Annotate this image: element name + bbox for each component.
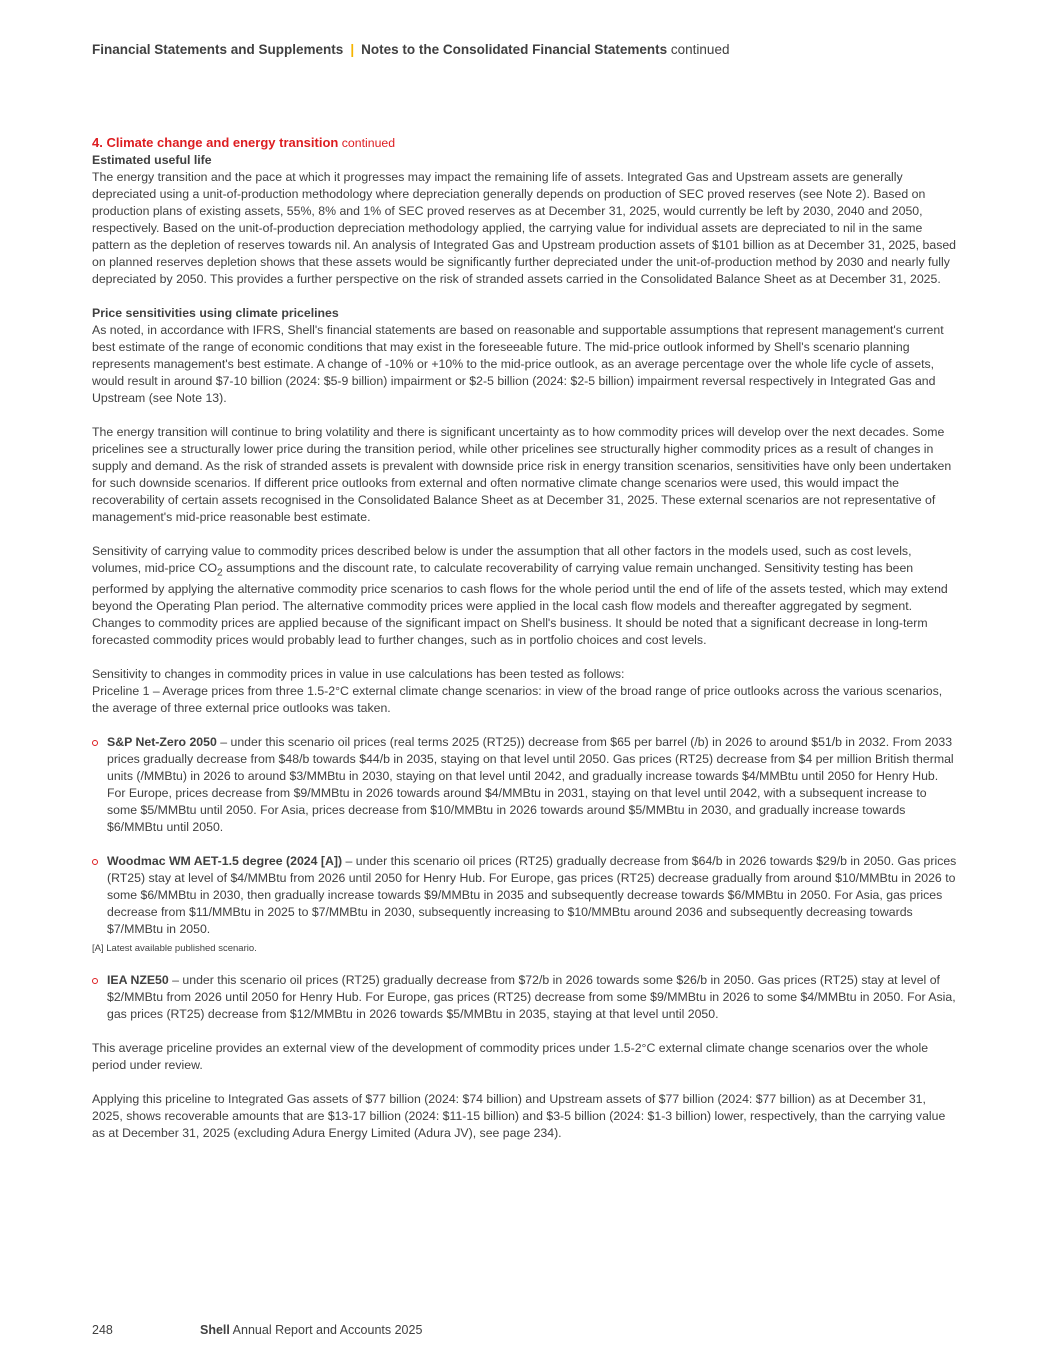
price-sensitivities-paragraph-3 bbox=[92, 543, 958, 649]
price-sensitivities-heading: Price sensitivities using climate pricelines bbox=[92, 306, 339, 320]
paragraph-3-part-b: assumptions and the discount rate, to calculate recoverability of carrying value remain unchanged. Sensitivity testing has been performed by applying the alternative commodity price scenarios to cash flows for the whole period until the end of life of the assets tested, which may extend beyond the Operating Plan period. The alternative commodity prices were applied in the local cash flow models and thereafter aggregated by segment. Changes to commodity prices are applied because of the significant impact on Shell's business. It should be noted that a significant decrease in long-term forecasted commodity prices would probably lead to further changes, such as in portfolio choices and cost levels. bbox=[92, 561, 948, 648]
bullet-icon bbox=[92, 859, 98, 865]
header-subsection: Notes to the Consolidated Financial Statements bbox=[361, 42, 668, 57]
header-continued: continued bbox=[670, 42, 730, 57]
footnote: [A] Latest available published scenario. bbox=[92, 943, 257, 955]
useful-life-heading: Estimated useful life bbox=[92, 153, 212, 167]
price-sensitivities-paragraph-1: As noted, in accordance with IFRS, Shell's financial statements are based on reasonable and supportable assumptions that represent management's current best estimate of the range of economic conditions that may exist in the foreseeable future. The mid-price outlook informed by Shell's scenario planning represents management's best estimate. A change of -10% or +10% to the mid-price outlook, as an average percentage over the whole life cycle of assets, would result in around $7-10 billion (2024: $5-9 billion) impairment or $2-5 billion (2024: $2-5 billion) impairment reversal respectively in Integrated Gas and Upstream (see Note 13). bbox=[92, 323, 944, 405]
paragraph-3-part-a: Sensitivity of carrying value to commodity prices described below is under the assumption that all other factors in the models used, such as cost levels, volumes, mid-price CO bbox=[92, 544, 912, 575]
page-footer bbox=[92, 1323, 422, 1337]
page-number: 248 bbox=[92, 1323, 113, 1337]
section-title: 4. Climate change and energy transition bbox=[92, 135, 339, 150]
scenario-name: IEA NZE50 bbox=[107, 973, 169, 988]
page-header bbox=[92, 42, 729, 57]
price-sensitivities-paragraph-2: The energy transition will continue to bring volatility and there is significant uncertainty as to how commodity prices will develop over the next decades. Some pricelines see a structurally lower price during the transition period, while other pricelines see structurally higher commodity prices as a result of changes in supply and demand. As the risk of stranded assets is prevalent with downside price risk in energy transition scenarios, sensitivities have only been undertaken for such downside scenarios. If different price outlooks from external and often normative climate change scenarios were used, this would impact the recoverability of certain assets recognised in the Consolidated Balance Sheet as at December 31, 2025. These external scenarios are not representative of management's mid-price reasonable best estimate. bbox=[92, 425, 952, 524]
useful-life-paragraph: The energy transition and the pace at which it progresses may impact the remaining life of assets. Integrated Gas and Upstream assets are generally depreciated using a unit-of-production methodology where depreciation generally depends on production of SEC proved reserves (see Note 2). Based on production plans of existing assets, 55%, 8% and 1% of SEC proved reserves as at December 31, 2025, would currently be left by 2030, 2040 and 2050, respectively. Based on the unit-of-production depreciation methodology applied, the carrying value for individual assets are depreciated to nil in the same pattern as the depletion of reserves towards nil. An analysis of Integrated Gas and Upstream production assets of $101 billion as at December 31, 2025, based on planned reserves depletion shows that these assets would be significantly further depreciated under the unit-of-production method by 2030 and nearly fully depreciated by 2050. This provides a further perspective on the risk of stranded assets carried in the Consolidated Balance Sheet as at December 31, 2025. bbox=[92, 170, 957, 286]
scenario-description: – under this scenario oil prices (RT25) gradually decrease from $64/b in 2026 towards $29/b in 2050. Gas prices (RT25) stay at level of $4/MMBtu from 2026 until 2050 for Henry Hub. For Europe, gas prices (RT25) decrease gradually from around $10/MMBtu in 2026 to some $6/MMBtu in 2030, then gradually increase towards $9/MMBtu in 2035 and subsequently decrease towards $6/MMBtu in 2050. For Asia, gas prices decrease from $11/MMBtu in 2025 to $7/MMBtu in 2030, subsequently increasing to $10/MMBtu around 2036 and subsequently decreasing towards $7/MMBtu in 2050. bbox=[107, 854, 957, 937]
section-continued: continued bbox=[341, 136, 396, 150]
section-title-line bbox=[92, 134, 958, 152]
sensitivity-intro: Sensitivity to changes in commodity prices in value in use calculations has been tested as follows: bbox=[92, 667, 625, 682]
closing-paragraph-1: This average priceline provides an external view of the development of commodity prices under 1.5-2°C external climate change scenarios over the whole period under review. bbox=[92, 1041, 929, 1073]
scenario-description: – under this scenario oil prices (real terms 2025 (RT25)) decrease from $65 per barrel (/b) in 2026 to around $51/b in 2032. From 2033 prices gradually decrease from $48/b towards $44/b in 2035, staying on that level until 2050. Gas prices (RT25) decrease from $4 per million British thermal units (/MMBtu) in 2026 to around $3/MMBtu in 2030, staying on that level until 2042, and gradually increase towards $4/MMBtu until 2050 for Henry Hub. For Europe, prices decrease from $9/MMBtu in 2026 towards around $4/MMBtu in 2031, staying on that level until 2042, with a subsequent increase to some $5/MMBtu until 2050. For Asia, prices decrease from $10/MMBtu in 2026 towards around $5/MMBtu in 2030, and gradually increase towards $6/MMBtu until 2050. bbox=[107, 735, 954, 835]
co2-subscript: 2 bbox=[217, 567, 223, 579]
bullet-icon bbox=[92, 740, 98, 746]
scenario-description: – under this scenario oil prices (RT25) gradually decrease from $72/b in 2026 towards some $26/b in 2050. Gas prices (RT25) stay at level of $2/MMBtu from 2026 until 2050 for Henry Hub. For Europe, gas prices (RT25) decrease from some $9/MMBtu in 2026 to some $4/MMBtu in 2050. For Asia, gas prices (RT25) decrease from $12/MMBtu in 2026 towards $5/MMBtu in 2035, staying at that level until 2050. bbox=[107, 973, 956, 1022]
scenario-item bbox=[92, 734, 958, 836]
scenario-item bbox=[92, 853, 958, 938]
report-title: Annual Report and Accounts 2025 bbox=[232, 1323, 423, 1337]
main-content bbox=[92, 134, 958, 1142]
scenario-name: Woodmac WM AET-1.5 degree (2024 [A]) bbox=[107, 854, 343, 869]
priceline-1-description: Priceline 1 – Average prices from three 1.5-2°C external climate change scenarios: in view of the broad range of price outlooks across the various scenarios, the average of three external price outlooks was taken. bbox=[92, 684, 943, 716]
header-section: Financial Statements and Supplements bbox=[92, 42, 344, 57]
header-separator: | bbox=[350, 42, 355, 57]
closing-paragraph-2: Applying this priceline to Integrated Gas assets of $77 billion (2024: $74 billion) and Upstream assets of $77 billion (2024: $77 billion) as at December 31, 2025, shows recoverable amounts that are $13-17 billion (2024: $11-15 billion) and $3-5 billion (2024: $1-3 billion) lower, respectively, than the carrying value as at December 31, 2025 (excluding Adura Energy Limited (Adura JV), see page 234). bbox=[92, 1092, 946, 1141]
scenario-item bbox=[92, 972, 958, 1023]
scenario-name: S&P Net-Zero 2050 bbox=[107, 735, 217, 750]
bullet-icon bbox=[92, 978, 98, 984]
brand-name: Shell bbox=[200, 1323, 230, 1337]
